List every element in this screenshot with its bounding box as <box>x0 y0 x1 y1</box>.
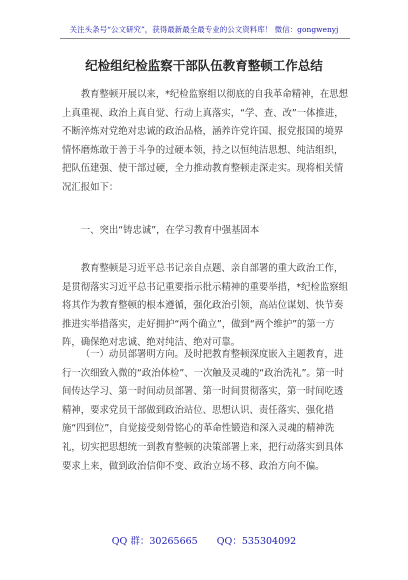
paragraph-section-1: 教育整顿是习近平总书记亲自点题、亲自部署的重大政治工作，是贯彻落实习近平总书记重要指示批示精神的重要举措，*纪检监察组将其作为教育整顿的根本遵循，强化政治引领，高站位谋划、快节奏推进实举措落实，走好拥护“两个确立”，做到“两个维护”的第一方阵，确保绝对忠诚、绝对纯洁、绝对可靠。 <box>62 263 348 349</box>
header-divider <box>60 38 350 39</box>
paragraph-subsection-1: （一）动员部署明方向。及时把教育整顿深度嵌入主题教育，进行一次细致入微的“政治体检”、一次触及灵魂的“政治洗礼”。第一时间传达学习、第一时间动员部署、第一时间贯彻落实，第一时间吃透精神，要求党员干部做到政治站位、思想认识、责任落实、强化措施“四到位”，自觉接受刻骨铭心的革命性锻造和深入灵魂的精神洗礼，切实把思想统一到教育整顿的决策部署上来，把行动落实到具体要求上来，做到政治信仰不变、政治立场不移、政治方向不偏。 <box>62 349 344 472</box>
footer-contact <box>0 533 408 547</box>
header-banner: 关注头条号“公文研究”，获得最新最全最专业的公文资料库！ 微信：gongwenyj <box>69 25 339 34</box>
qq-label: QQ：535304092 <box>216 536 297 547</box>
section-heading-1: 一、突出“铸忠诚”，在学习教育中强基固本 <box>80 225 260 236</box>
qq-group-label: QQ 群：30265665 <box>111 536 198 547</box>
document-title: 纪检组纪检监察干部队伍教育整顿工作总结 <box>85 58 323 73</box>
paragraph-intro: 教育整顿开展以来，*纪检监察组以彻底的自我革命精神，在思想上真重视、政治上真自觉、行动上真落实，“学、查、改”一体推进，不断淬炼对党绝对忠诚的政治品格，涵养许党许国、报党报国的境界情怀磨炼敢于善于斗争的过硬本领，持之以恒纯洁思想、纯洁组织，把队伍建强、使干部过硬，全力推动教育整顿走深走实。现将相关情况汇报如下： <box>62 89 348 193</box>
